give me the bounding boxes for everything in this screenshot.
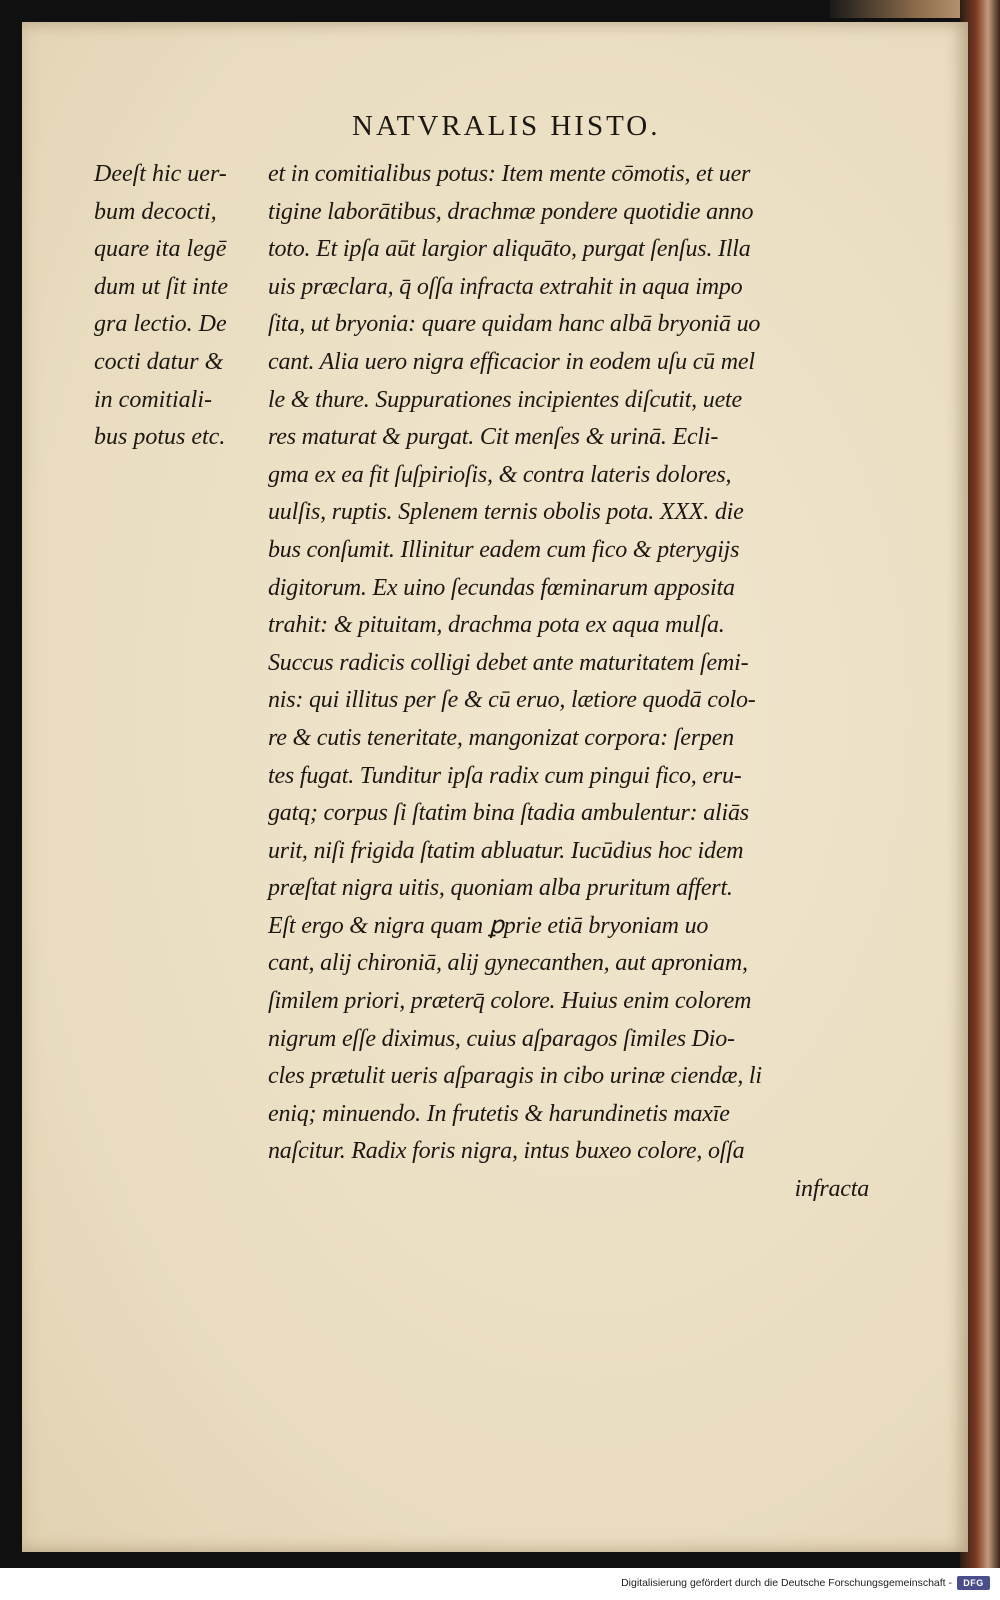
text-line: nis: qui illitus per ſe & cū eruo, lætiore quodā colo-	[268, 687, 756, 714]
text-line: gma ex ea fit ſuſpirioſis, & contra lateris dolores,	[268, 461, 732, 488]
text-line: cant, alij chironiā, alij gynecanthen, aut aproniam,	[268, 950, 748, 977]
text-line: ſimilem priori, præterq̄ colore. Huius enim colorem	[268, 988, 752, 1015]
text-line: bus conſumit. Illinitur eadem cum fico & pterygijs	[268, 536, 740, 563]
digitization-footer	[0, 1568, 1000, 1600]
margin-note-line: Deeſt hic uer-	[94, 161, 227, 187]
text-line: uulſis, ruptis. Splenem ternis obolis pota. XXX. die	[268, 499, 744, 526]
text-line: præſtat nigra uitis, quoniam alba pruritum affert.	[268, 875, 733, 902]
margin-note-line: cocti datur &	[94, 348, 224, 375]
margin-note	[94, 156, 274, 457]
footer-credit: Digitalisierung gefördert durch die Deutsche Forschungsgemeinschaft -	[621, 1577, 952, 1589]
text-line: naſcitur. Radix foris nigra, intus buxeo colore, oſſa	[268, 1138, 745, 1165]
text-line: nigrum eſſe diximus, cuius aſparagos ſimiles Dio-	[268, 1025, 735, 1052]
text-line: tes fugat. Tunditur ipſa radix cum pingui fico, eru-	[268, 762, 742, 789]
text-line: toto. Et ipſa aūt largior aliquāto, purgat ſenſus. Illa	[268, 236, 751, 263]
text-line: res maturat & purgat. Cit menſes & urinā. Ecli-	[268, 424, 719, 451]
text-line: et in comitialibus potus: Item mente cōmotis, et uer	[268, 161, 751, 187]
margin-note-line: gra lectio. De	[94, 311, 227, 338]
running-title: NATVRALIS HISTO.	[352, 110, 661, 142]
margin-note-line: dum ut ſit inte	[94, 273, 228, 300]
text-line: Succus radicis colligi debet ante maturitatem ſemi-	[268, 649, 749, 676]
dfg-logo: DFG	[957, 1576, 990, 1590]
body-text	[268, 156, 873, 1209]
catchword: infracta	[794, 1176, 869, 1203]
text-line: gatq; corpus ſi ſtatim bina ſtadia ambulentur: aliās	[268, 800, 749, 827]
margin-note-line: in comitiali-	[94, 386, 212, 413]
text-line: eniq; minuendo. In frutetis & harundinetis maxīe	[268, 1100, 730, 1127]
text-line: trahit: & pituitam, drachma pota ex aqua mulſa.	[268, 612, 725, 639]
margin-note-line: bus potus etc.	[94, 424, 226, 451]
text-line: re & cutis teneritate, mangonizat corpora: ſerpen	[268, 724, 734, 751]
margin-note-line: quare ita legē	[94, 236, 227, 263]
text-line: uis præclara, q̄ oſſa infracta extrahit in aqua impo	[268, 273, 743, 300]
book-page	[22, 22, 968, 1552]
text-line: le & thure. Suppurationes incipientes diſcutit, uete	[268, 386, 742, 413]
text-line: cant. Alia uero nigra efficacior in eodem uſu cū mel	[268, 348, 755, 375]
text-line: digitorum. Ex uino ſecundas fœminarum apposita	[268, 574, 735, 601]
margin-note-line: bum decocti,	[94, 198, 217, 225]
text-line: cles prætulit ueris aſparagis in cibo urinæ ciendæ, li	[268, 1063, 762, 1090]
text-line: urit, niſi frigida ſtatim abluatur. Iucūdius hoc idem	[268, 837, 744, 864]
text-line: ſita, ut bryonia: quare quidam hanc albā bryoniā uo	[268, 311, 761, 338]
text-line: Eſt ergo & nigra quam ꝑprie etiā bryoniam uo	[268, 912, 709, 939]
text-line: tigine laborātibus, drachmæ pondere quotidie anno	[268, 198, 754, 225]
